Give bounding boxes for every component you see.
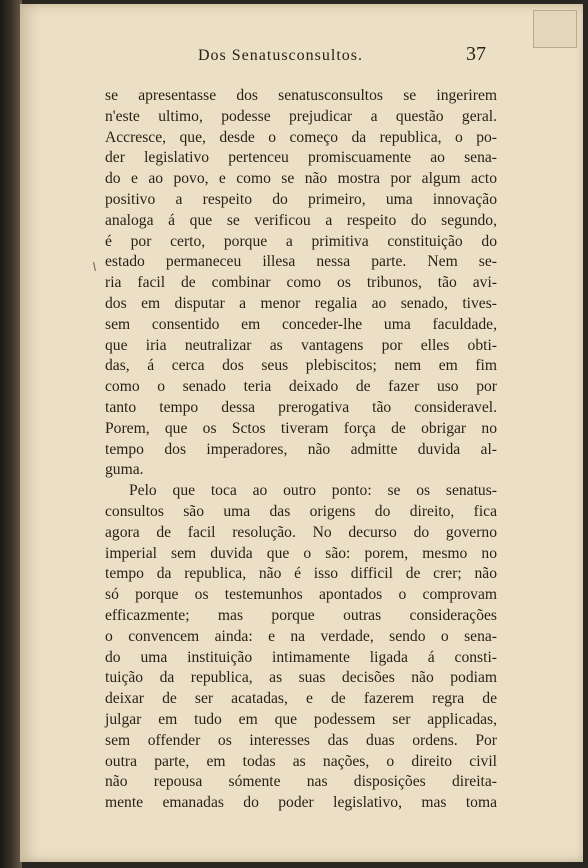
text-line: tuição da republica, as suas decisões não podiam <box>105 669 497 687</box>
text-line: agora de facil resolução. No decurso do governo <box>105 523 497 541</box>
page-number: 37 <box>466 43 486 65</box>
text-line: não repousa sómente nas disposições direita- <box>105 773 497 791</box>
text-line: tempo da republica, não é isso difficil de crer; não <box>105 565 497 583</box>
text-line: só porque os testemunhos apontados o comprovam <box>105 586 497 604</box>
text-line: dos em disputar a menor regalia ao senado, tives- <box>105 294 497 312</box>
text-line: deixar de ser acatadas, e de fazerem regra de <box>105 690 497 708</box>
page-header <box>0 43 588 69</box>
text-line: estado permaneceu illesa nessa parte. Nem se- <box>105 253 497 271</box>
text-line: guma. <box>105 461 144 479</box>
text-line: Pelo que toca ao outro ponto: se os senatus- <box>129 482 497 500</box>
text-line: analoga á que se verificou a respeito do segundo, <box>105 211 497 229</box>
text-line: Accresce, que, desde o começo da republica, o po- <box>105 128 497 146</box>
text-line: é por certo, porque a primitiva constituição do <box>105 232 497 250</box>
text-line: como o senado teria deixado de fazer uso por <box>105 378 497 396</box>
text-line: tempo dos imperadores, não admitte duvida al- <box>105 440 497 458</box>
book-gutter <box>0 0 22 868</box>
text-line: n'este ultimo, podesse prejudicar a questão geral. <box>105 107 497 125</box>
text-line: consultos são uma das origens do direito, fica <box>105 502 497 520</box>
text-line: imperial sem duvida que o são: porem, mesmo no <box>105 544 497 562</box>
text-line: do e ao povo, e como se não mostra por algum acto <box>105 170 497 188</box>
running-title: Dos Senatusconsultos. <box>198 47 363 64</box>
text-line: se apresentasse dos senatusconsultos se ingerirem <box>105 87 497 104</box>
text-line: julgar em tudo em que podessem ser applicadas, <box>105 710 497 728</box>
text-line: positivo a respeito do primeiro, uma innovação <box>105 190 497 208</box>
text-line: tanto tempo dessa prerogativa tão consideravel. <box>105 398 497 416</box>
text-line: Porem, que os Sctos tiveram força de obrigar no <box>105 419 497 437</box>
text-line: der legislativo pertenceu promiscuamente ao sena- <box>105 149 497 167</box>
text-line: que iria neutralizar as vantagens por elles obti- <box>105 336 497 354</box>
text-line: sem consentido em conceder-lhe uma faculdade, <box>105 315 497 333</box>
text-line: das, á cerca dos seus plebiscitos; nem em fim <box>105 357 497 375</box>
text-line: mente emanadas do poder legislativo, mas toma <box>105 794 497 812</box>
body-text <box>105 86 497 814</box>
text-line: ria facil de combinar como os tribunos, tão avi- <box>105 274 497 292</box>
text-line: efficazmente; mas porque outras considerações <box>105 606 497 624</box>
text-line: sem offender os interesses das duas ordens. Por <box>105 731 497 749</box>
text-line: do uma instituição intimamente ligada á consti- <box>105 648 497 666</box>
text-line: outra parte, em todas as nações, o direito civil <box>105 752 497 770</box>
text-line: o convencem ainda: e na verdade, sendo o sena- <box>105 627 497 645</box>
